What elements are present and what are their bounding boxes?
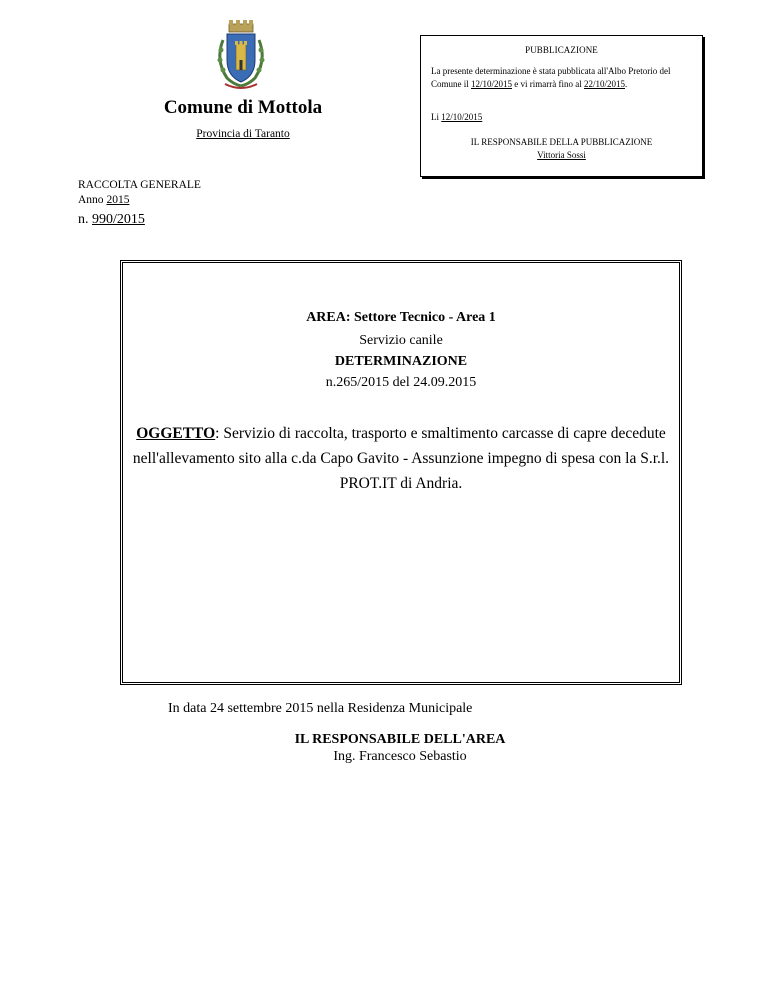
publication-responsabile — [421, 136, 702, 161]
provincia-name: Provincia di Taranto — [196, 128, 290, 140]
publication-text-part2: e vi rimarrà fino al — [512, 78, 584, 89]
responsabile-area-title: IL RESPONSABILE DELL'AREA — [294, 732, 506, 747]
publication-text-part3: . — [625, 78, 628, 89]
anno-label: Anno — [78, 194, 107, 206]
publication-date-to: 22/10/2015 — [584, 78, 626, 89]
oggetto-paragraph — [128, 421, 674, 496]
responsabile-area-name: Ing. Francesco Sebastio — [333, 749, 467, 764]
numero-label: n. — [78, 212, 92, 227]
servizio-label: Servizio canile — [359, 333, 443, 348]
area-title: AREA: Settore Tecnico - Area 1 — [306, 310, 496, 325]
oggetto-text: : Servizio di raccolta, trasporto e smaltimento carcasse di capre decedute nell'allevamento sito alla c.da Capo Gavito - Assunzione impegno di spesa con la S.r.l. PROT.IT di Andria. — [132, 425, 670, 492]
determinazione-number-date: n.265/2015 del 24.09.2015 — [325, 375, 477, 390]
in-data-statement: In data 24 settembre 2015 nella Residenza Municipale — [168, 701, 473, 716]
publication-box — [420, 35, 703, 177]
raccolta-title: RACCOLTA GENERALE — [78, 179, 201, 191]
document-type: DETERMINAZIONE — [334, 354, 468, 369]
publication-responsabile-name: Vittoria Sossi — [537, 149, 586, 160]
publication-responsabile-title: IL RESPONSABILE DELLA PUBBLICAZIONE — [470, 137, 653, 147]
li-date: 12/10/2015 — [441, 112, 483, 122]
raccolta-generale — [78, 178, 201, 208]
raccolta-numero — [78, 212, 145, 228]
comune-name: Comune di Mottola — [163, 97, 323, 118]
anno-value: 2015 — [106, 194, 130, 206]
li-label: Li — [431, 112, 442, 122]
publication-text-part1: La presente determinazione è stata pubblicata all'Albo Pretorio del Comune il — [431, 66, 671, 89]
publication-title: PUBBLICAZIONE — [525, 45, 598, 55]
publication-text — [431, 65, 696, 90]
raccolta-anno — [78, 193, 201, 208]
municipal-crest-icon — [213, 20, 269, 92]
publication-date-from: 12/10/2015 — [471, 78, 513, 89]
oggetto-label: OGGETTO — [136, 425, 216, 442]
numero-value: 990/2015 — [92, 212, 145, 227]
publication-li-date — [431, 111, 482, 124]
